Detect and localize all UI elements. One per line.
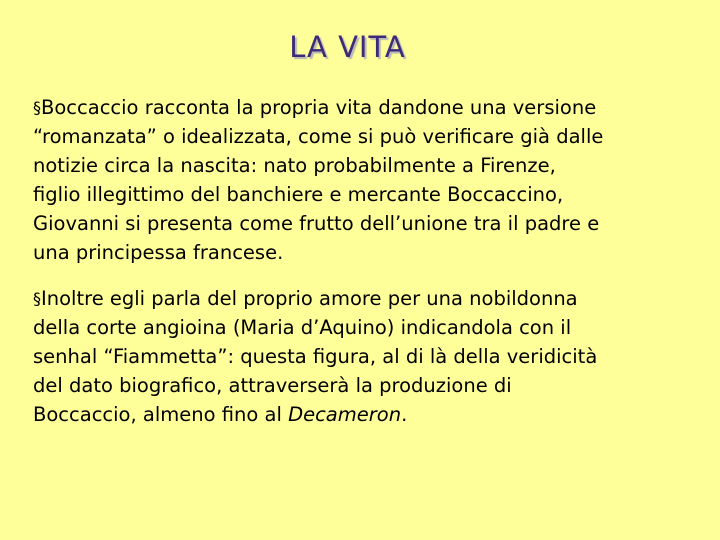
p1-line-2: “romanzata” o idealizzata, come si può verificare già dalle bbox=[33, 125, 604, 148]
p2-line-3: senhal “Fiammetta”: questa figura, al di là della veridicità bbox=[33, 345, 598, 368]
p2-line-5-suffix: . bbox=[401, 403, 408, 426]
work-title-decameron: Decameron bbox=[288, 403, 402, 426]
p1-line-6: una principessa francese. bbox=[33, 241, 284, 264]
p2-line-1: Inoltre egli parla del proprio amore per una nobildonna bbox=[41, 287, 578, 310]
p1-line-3: notizie circa la nascita: nato probabilmente a Firenze, bbox=[33, 154, 556, 177]
p1-line-5: Giovanni si presenta come frutto dell’unione tra il padre e bbox=[33, 212, 600, 235]
bullet-icon: § bbox=[33, 98, 41, 117]
p2-line-2: della corte angioina (Maria d’Aquino) indicandola con il bbox=[33, 316, 572, 339]
p1-line-1: Boccaccio racconta la propria vita dandone una versione bbox=[41, 96, 597, 119]
bullet-icon: § bbox=[33, 289, 41, 308]
paragraph-2 bbox=[33, 284, 693, 429]
slide-title: LA VITA bbox=[289, 30, 406, 64]
p2-line-5-prefix: Boccaccio, almeno fino al bbox=[33, 403, 289, 426]
p2-line-4: del dato biografico, attraverserà la produzione di bbox=[33, 374, 512, 397]
p1-line-4: figlio illegittimo del banchiere e mercante Boccaccino, bbox=[33, 183, 564, 206]
paragraph-1 bbox=[33, 93, 693, 267]
